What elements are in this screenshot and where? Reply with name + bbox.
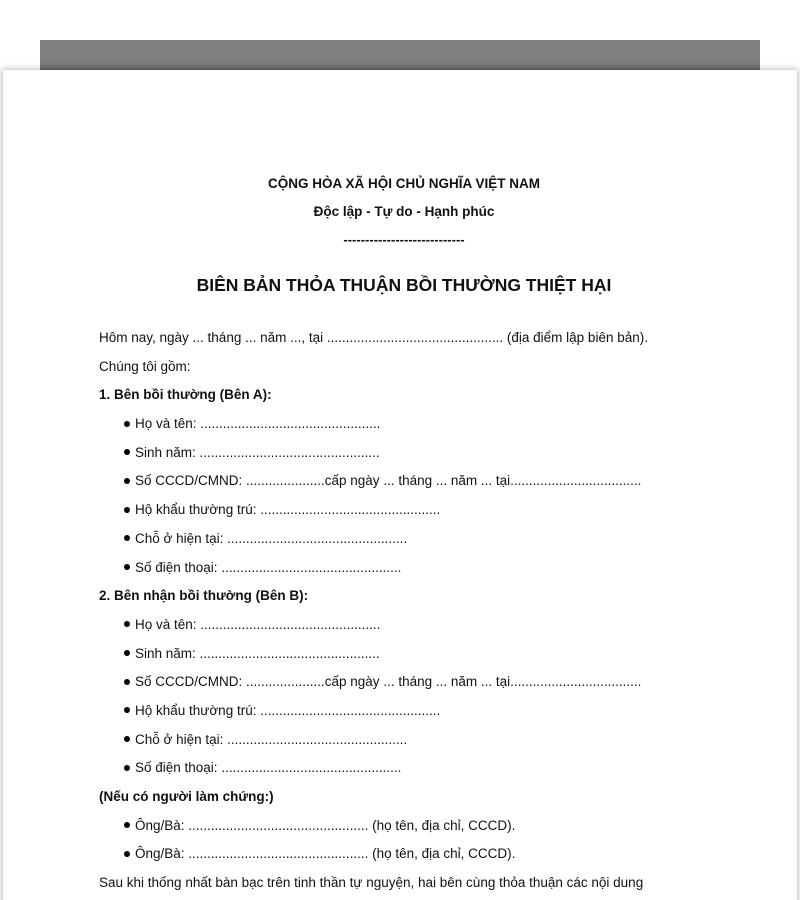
field-text: Họ và tên: ................................................ xyxy=(135,616,381,632)
party-b-heading: 2. Bên nhận bồi thường (Bên B): xyxy=(99,588,309,604)
nation-header: CỘNG HÒA XÃ HỘI CHỦ NGHĨA VIỆT NAM xyxy=(267,176,540,191)
bullet-icon xyxy=(124,707,130,713)
field-text: Chỗ ở hiện tại: ................................................ xyxy=(135,731,408,747)
party-b-field-phone xyxy=(99,754,719,783)
document-page xyxy=(3,70,797,900)
party-b-field-permanent-address xyxy=(99,697,719,726)
bullet-icon xyxy=(124,478,130,484)
party-b-field-name xyxy=(99,611,719,640)
field-text: Chỗ ở hiện tại: ................................................ xyxy=(135,530,408,546)
field-text: Ông/Bà: ................................................ (họ tên, địa chỉ, CCCD). xyxy=(135,846,516,862)
field-text: Sinh năm: ................................................ xyxy=(135,444,380,460)
party-a-field-permanent-address xyxy=(99,496,719,525)
party-b-field-id xyxy=(99,668,719,697)
witness-field-2 xyxy=(99,840,719,869)
intro-line: Hôm nay, ngày ... tháng ... năm ..., tại ............................................... (địa điểm lập biên bản). xyxy=(99,330,648,345)
bullet-icon xyxy=(124,851,130,857)
bullet-icon xyxy=(124,736,130,742)
bullet-icon xyxy=(124,822,130,828)
witness-heading: (Nếu có người làm chứng:) xyxy=(99,789,274,804)
party-a-field-id xyxy=(99,467,719,496)
header-separator: ---------------------------- xyxy=(343,232,465,247)
bullet-icon xyxy=(124,650,130,656)
motto-header: Độc lập - Tự do - Hạnh phúc xyxy=(313,204,495,219)
bullet-icon xyxy=(124,679,130,685)
party-a-field-phone xyxy=(99,554,719,583)
document-body xyxy=(99,324,719,898)
bullet-icon xyxy=(124,621,130,627)
party-b-field-birth-year xyxy=(99,640,719,669)
party-a-field-current-address xyxy=(99,525,719,554)
bullet-icon xyxy=(124,507,130,513)
field-text: Số điện thoại: ................................................ xyxy=(135,559,402,575)
party-a-field-birth-year xyxy=(99,439,719,468)
bullet-icon xyxy=(124,449,130,455)
party-a-heading: 1. Bên bồi thường (Bên A): xyxy=(99,387,272,403)
field-text: Số CCCD/CMND: .....................cấp ngày ... tháng ... năm ... tại................................... xyxy=(135,473,642,489)
document-title: BIÊN BẢN THỎA THUẬN BỒI THƯỜNG THIỆT HẠI xyxy=(196,275,612,295)
field-text: Hộ khẩu thường trú: ................................................ xyxy=(135,702,441,718)
party-b-field-current-address xyxy=(99,726,719,755)
bullet-icon xyxy=(124,421,130,427)
field-text: Sinh năm: ................................................ xyxy=(135,645,380,661)
members-label: Chúng tôi gồm: xyxy=(99,358,191,374)
bullet-icon xyxy=(124,564,130,570)
field-text: Họ và tên: ................................................ xyxy=(135,416,381,432)
bullet-icon xyxy=(124,765,130,771)
witness-field-1 xyxy=(99,812,719,841)
field-text: Số CCCD/CMND: .....................cấp ngày ... tháng ... năm ... tại................................... xyxy=(135,674,642,690)
field-text: Số điện thoại: ................................................ xyxy=(135,760,402,776)
field-text: Ông/Bà: ................................................ (họ tên, địa chỉ, CCCD). xyxy=(135,817,516,833)
document-viewer-toolbar-bar xyxy=(40,40,760,71)
party-a-field-name xyxy=(99,410,719,439)
agreement-intro: Sau khi thống nhất bàn bạc trên tinh thần tự nguyện, hai bên cùng thỏa thuận các nội dung xyxy=(99,875,644,891)
field-text: Hộ khẩu thường trú: ................................................ xyxy=(135,502,441,518)
bullet-icon xyxy=(124,535,130,541)
